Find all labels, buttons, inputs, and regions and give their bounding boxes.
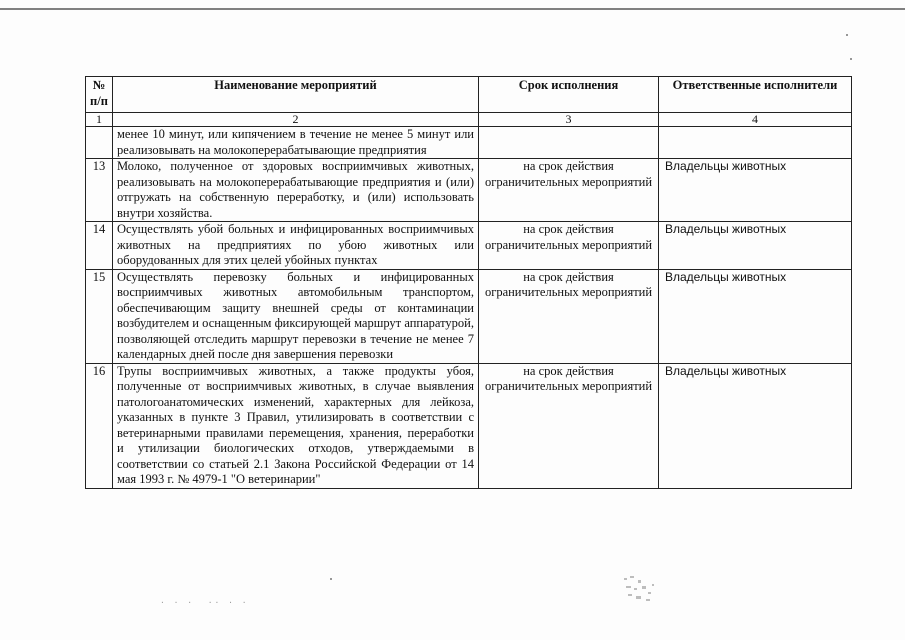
row-name: Осуществлять убой больных и инфицированных восприимчивых животных на предприятиях по убою животных или оборудованных для этих целей убойных пунктах [113, 222, 479, 270]
measures-table [85, 76, 852, 489]
header-resp: Ответственные исполнители [659, 77, 852, 113]
table-row [86, 222, 852, 270]
row-num: 16 [86, 363, 113, 488]
row-term [479, 127, 659, 159]
row-num [86, 127, 113, 159]
scan-speck [850, 58, 852, 60]
row-term: на срок действия ограничительных мероприятий [479, 222, 659, 270]
row-num: 15 [86, 269, 113, 363]
scan-top-rule [0, 8, 905, 10]
header-term: Срок исполнения [479, 77, 659, 113]
row-resp [659, 127, 852, 159]
table-header-row [86, 77, 852, 113]
row-name: менее 10 минут, или кипячением в течение не менее 5 минут или реализовывать на молокоперерабатывающие предприятия [113, 127, 479, 159]
column-number: 1 [86, 113, 113, 127]
column-number: 3 [479, 113, 659, 127]
row-num: 13 [86, 159, 113, 222]
faint-stamp-mark [618, 574, 662, 606]
row-name: Молоко, полученное от здоровых восприимчивых животных, реализовывать на молокоперерабатывающие предприятия и (или) отгружать на собственную переработку, и (или) использовать внутри хозяйства. [113, 159, 479, 222]
row-name: Осуществлять перевозку больных и инфицированных восприимчивых животных автомобильным транспортом, обеспечивающим защиту внешней среды от контаминации возбудителем и оснащенным фиксирующей маршрут аппаратурой, позволяющей отследить маршрут перевозки в течение не менее 7 календарных дней после дня завершения перевозки [113, 269, 479, 363]
row-num: 14 [86, 222, 113, 270]
column-number-row [86, 113, 852, 127]
row-resp: Владельцы животных [659, 269, 852, 363]
table-row [86, 159, 852, 222]
scan-speck [846, 34, 848, 36]
row-resp: Владельцы животных [659, 363, 852, 488]
column-number: 2 [113, 113, 479, 127]
table-row [86, 269, 852, 363]
header-name: Наименование мероприятий [113, 77, 479, 113]
row-resp: Владельцы животных [659, 222, 852, 270]
row-name: Трупы восприимчивых животных, а также продукты убоя, полученные от восприимчивых животных, в случае выявления патологоанатомических изменений, характерных для лейкоза, указанных в пункте 3 Правил, утилизировать в соответствии с ветеринарными правилами перемещения, хранения, переработки и утилизации биологических отходов, утверждаемыми в соответствии со статьей 2.1 Закона Российской Федерации от 14 мая 1993 г. № 4979-1 "О ветеринарии" [113, 363, 479, 488]
row-term: на срок действия ограничительных мероприятий [479, 159, 659, 222]
column-number: 4 [659, 113, 852, 127]
header-num: № п/п [86, 77, 113, 113]
table-row [86, 363, 852, 488]
scan-speck [330, 578, 332, 580]
row-term: на срок действия ограничительных мероприятий [479, 269, 659, 363]
row-term: на срок действия ограничительных мероприятий [479, 363, 659, 488]
row-resp: Владельцы животных [659, 159, 852, 222]
scan-noise: · · · ·· · · [160, 598, 249, 607]
table-row [86, 127, 852, 159]
